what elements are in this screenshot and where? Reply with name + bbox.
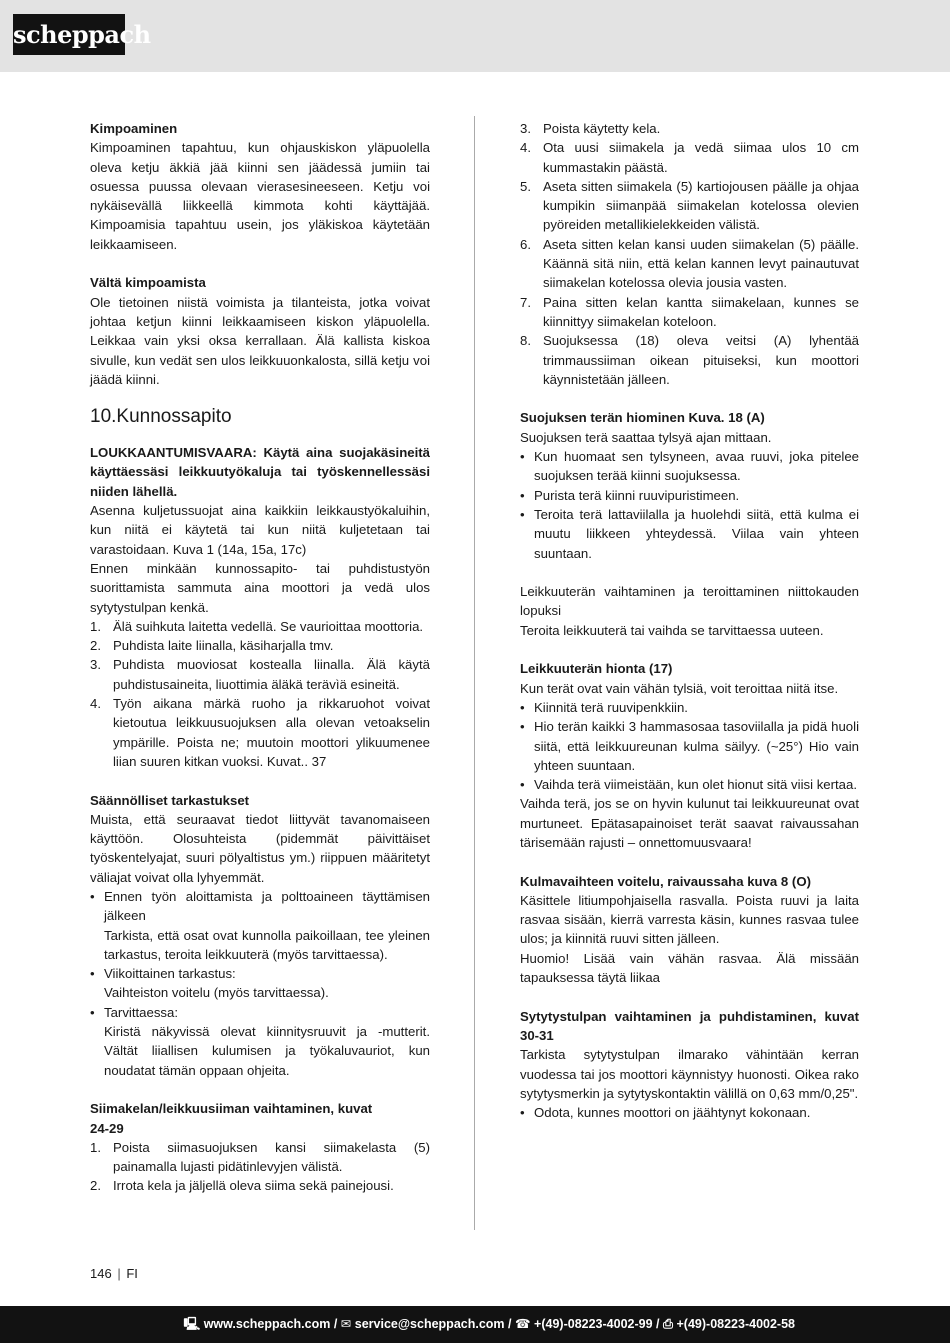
list-item: 2. Irrota kela ja jäljellä oleva siima sekä painejousi. [90, 1178, 394, 1194]
list-item: 7. Paina sitten kelan kantta siimakelaan, kunnes se kiinnittyy siimakelan koteloon. [520, 294, 859, 329]
list-item: 1. Poista siimasuojuksen kansi siimakelasta (5) painamalla lujasti pidätinlevyjen välistä. [90, 1139, 430, 1175]
tulppa-heading: Sytytystulpan vaihtaminen ja puhdistaminen, kuvat 30-31 [520, 1008, 859, 1043]
vaihto-text-1: Leikkuuterän vaihtaminen ja teroittaminen niittokauden lopuksi [520, 584, 859, 619]
siima-list [90, 1138, 430, 1196]
siima-heading: Siimakelan/leikkuusiiman vaihtaminen, kuvat 24-29 [90, 1101, 373, 1136]
list-item: • Kun huomaat sen tylsyneen, avaa ruuvi, joka pitelee suojuksen terää kiinni suojuksessa. [520, 449, 859, 484]
list-item: 3. Puhdista muoviosat kostealla liinalla. Älä käytä puhdistusaineita, liuottimia äläkä terävìä esineitä. [90, 657, 430, 692]
column-divider [474, 116, 475, 1230]
vaihto-text-2: Teroita leikkuuterä tai vaihda se tarvittaessa uuteen. [520, 622, 824, 638]
list-item-detail: Vaihteiston voitelu (myös tarvittaessa). [104, 985, 329, 1001]
page-footer: 🖳 www.scheppach.com / ✉ service@scheppach.com / ☎ +(49)-08223-4002-99 / ⎙ +(49)-08223-4002-58 [0, 1306, 950, 1343]
website-link[interactable]: www.scheppach.com [203, 1317, 331, 1331]
maintenance-list [90, 617, 430, 771]
maintenance-para-2: Ennen minkään kunnossapito- tai puhdistustyön suorittamista sammuta aina moottori ja vedä ulos sytytystulpan kenkä. [90, 560, 430, 615]
page-number [90, 1266, 138, 1281]
maintenance-para-1: Asenna kuljetussuojat aina kaikkiin leikkaustyökaluihin, kun niitä ei käytetä tai kun niitä kuljetetaan tai varastoidaan. Kuva 1 (14a, 15a, 17c) [90, 503, 430, 557]
scheppach-logo: scheppach [13, 14, 125, 55]
list-item: • Ennen työn aloittamista ja polttoaineen täyttämisen jälkeen [90, 888, 430, 924]
mail-icon: ✉ [340, 1317, 352, 1331]
email-link[interactable]: service@scheppach.com [354, 1317, 505, 1331]
list-item: 4. Ota uusi siimakela ja vedä siimaa ulos 10 cm kummastakin päästä. [520, 140, 859, 175]
siima-list-continued [520, 119, 859, 389]
page-number-value: 146 [90, 1266, 112, 1281]
list-item: • Teroita terä lattaviilalla ja huolehdi siitä, että kulma ei muutu liikkeen yhteydessä. Viilaa vain yhteen suuntaan. [520, 506, 859, 561]
left-column [90, 119, 430, 1196]
list-item: 3. Poista käytetty kela. [520, 121, 661, 136]
hionta-after-text: Vaihda terä, jos se on hyvin kulunut tai leikkuureunat ovat murtuneet. Epätasapainoiset terät saavat raivaussahan tärisemään rajusti – onnettomuusvaara! [520, 796, 859, 850]
phone-icon: ☎ [514, 1317, 531, 1331]
valta-text: Ole tietoinen niistä voimista ja tilanteista, jotka voivat johtaa ketjun kiinni leikkaamiseen kiskon yläpuolella. Leikkaa vain yksi oksa kerrallaan. Älä kallista kiskoa sivulle, kun vedät sen ulos leikkuuonkalosta, sillä ketju voi jäädä kiinni. [90, 294, 430, 387]
voitelu-text-2: Huomio! Lisää vain vähän rasvaa. Älä missään tapauksessa täytä liikaa [520, 950, 859, 986]
list-item: • Tarvittaessa: [90, 1004, 179, 1020]
page-separator: | [117, 1266, 121, 1281]
fax-icon: ⎙ [663, 1317, 674, 1331]
list-item: 1. Älä suihkuta laitetta vedellä. Se vaurioittaa moottoria. [90, 618, 424, 634]
hionta-heading: Leikkuuterän hionta (17) [520, 661, 673, 677]
list-item: 2. Puhdista laite liinalla, käsiharjalla tmv. [90, 638, 334, 654]
list-item: • Purista terä kiinni ruuvipuristimeen. [520, 487, 740, 503]
phone-number: +(49)-08223-4002-99 [534, 1317, 653, 1331]
list-item: • Kiinnitä terä ruuvipenkkiin. [520, 699, 688, 715]
injury-warning: LOUKKAANTUMISVAARA: Käytä aina suojakäsineitä käyttäessäsi leikkuutyökaluja tai työskennellessäsi niiden lähellä. [90, 445, 430, 499]
tulppa-text: Tarkista sytytystulpan ilmarako vähintään kerran vuodessa tai jos moottori käynnistyy huonosti. Oikea rako sytytysmerkin ja sytytyskontaktin välillä on 0,63 mm/0,25". [520, 1047, 859, 1101]
list-item: • Vaihda terä viimeistään, kun olet hionut sitä viisi kertaa. [520, 777, 858, 793]
page-language: FI [126, 1266, 138, 1281]
list-item: 8. Suojuksessa (18) oleva veitsi (A) lyhentää trimmaussiiman oikean pituiseksi, kun moottori käynnistetään jälleen. [520, 333, 859, 387]
section-title: Kunnossapito [116, 406, 232, 428]
section-heading [90, 405, 430, 429]
tarkastukset-list [90, 887, 430, 1080]
kimpoaminen-text: Kimpoaminen tapahtuu, kun ohjauskiskon yläpuolella oleva ketju äkkiä jää kiinni sen jäädessä jumiin tai osuessa puussa olevaan vierasesineeseen. Ketju voi nykäisevällä liikkeellä kimmota kohti käyttäjää. Kimpoamisia tapahtuu usein, jos yläkiskoa käytetään leikkaamiseen. [90, 140, 430, 252]
page-header [0, 0, 950, 72]
tulppa-list [520, 1103, 859, 1122]
hionta-text: Kun terät ovat vain vähän tylsiä, voit teroittaa niitä itse. [520, 680, 839, 696]
list-item-detail: Tarkista, että osat ovat kunnolla paikoillaan, tee yleinen tarkastus, teroita leikkuuterä (myös tarvittaessa). [104, 927, 430, 962]
hiominen-heading: Suojuksen terän hiominen Kuva. 18 (A) [520, 410, 765, 426]
tarkastukset-heading: Säännölliset tarkastukset [90, 792, 250, 808]
computer-icon: 🖳 [183, 1317, 201, 1331]
hiominen-text: Suojuksen terä saattaa tylsyä ajan mittaan. [520, 429, 772, 445]
right-column [520, 119, 859, 1122]
valta-heading: Vältä kimpoamista [90, 275, 206, 291]
fax-number: +(49)-08223-4002-58 [676, 1317, 795, 1331]
kimpoaminen-heading: Kimpoaminen [90, 121, 178, 136]
list-item: • Viikoittainen tarkastus: [90, 966, 236, 982]
list-item: • Hio terän kaikki 3 hammasosaa tasoviilalla ja pidä huoli siitä, että leikkuureunan kulma säilyy. (~25°) Hio vain yhteen suuntaan. [520, 719, 859, 773]
voitelu-heading: Kulmavaihteen voitelu, raivaussaha kuva 8 (O) [520, 873, 811, 889]
tarkastukset-text: Muista, että seuraavat tiedot liittyvät tavanomaiseen käyttöön. Olosuhteista (pidemmät päivittäiset työskentelyajat, suuri pölyaltistus ym.) riippuen määritetyt väliajat voivat olla lyhyemmät. [90, 811, 430, 885]
section-number: 10. [90, 406, 117, 428]
hionta-list [520, 698, 859, 794]
list-item: • Odota, kunnes moottori on jäähtynyt kokonaan. [520, 1105, 811, 1121]
list-item: 4. Työn aikana märkä ruoho ja rikkaruohot voivat kietoutua leikkuusuojuksen alla olevan vetoakselin ympärille. Poista ne; muutoin moottori ylikuumenee liian suuren kitkan vuoksi. Kuvat.. 37 [90, 696, 430, 769]
hiominen-list [520, 447, 859, 563]
list-item: 5. Aseta sitten siimakela (5) kartiojousen päälle ja ohjaa kumpikin siimanpää siimakelan kotelossa olevien pyöreiden metallikielekkeiden välistä. [520, 178, 859, 233]
list-item: 6. Aseta sitten kelan kansi uuden siimakelan (5) päälle. Käännä sitä niin, että kelan kannen levyt painautuvat siimakelan kotelossa olevia jousia vasten. [520, 236, 859, 291]
list-item-detail: Kiristä näkyvissä olevat kiinnitysruuvit ja -mutterit. Vältät liiallisen kulumisen ja työkaluvauriot, kun noudatat tämän oppaan ohjeita. [104, 1024, 430, 1078]
voitelu-text-1: Käsittele litiumpohjaisella rasvalla. Poista ruuvi ja laita rasvaa sisään, kierrä varresta käsin, kunnes rasvaa tulee ulos; ja kiinnitä ruuvi sitten jälleen. [520, 892, 859, 947]
